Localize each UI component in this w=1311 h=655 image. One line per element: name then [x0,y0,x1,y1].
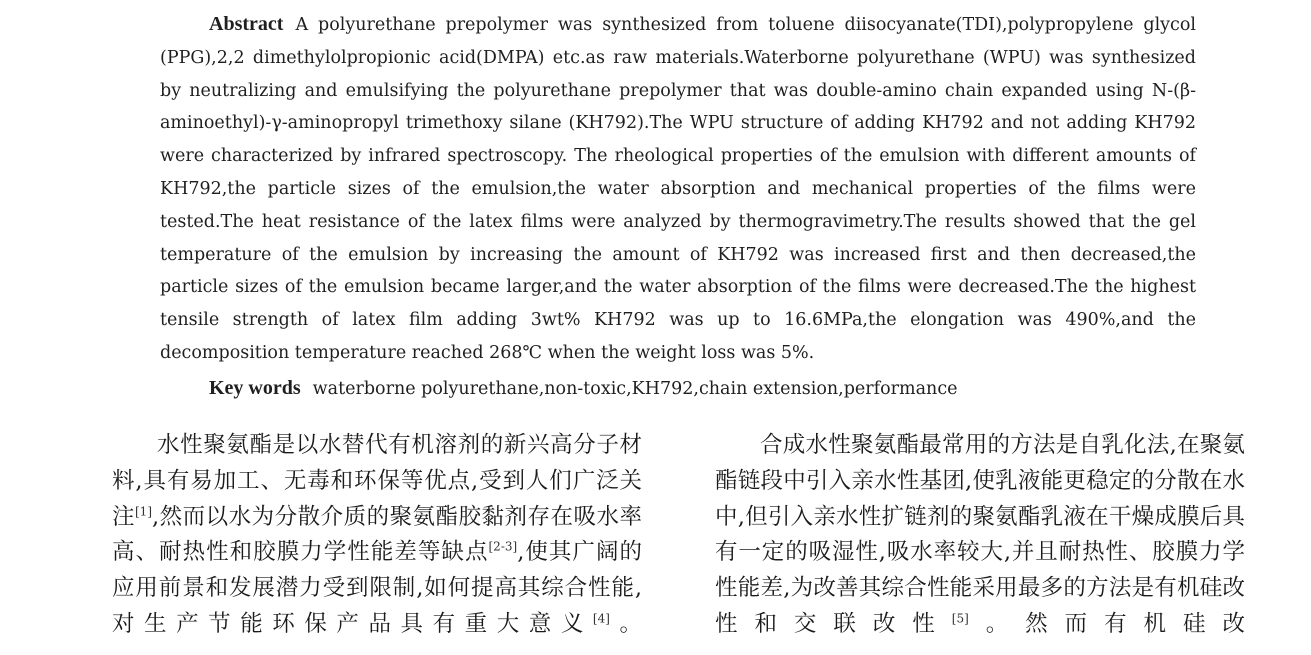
citation-ref[interactable]: [5] [951,611,969,626]
abstract-paragraph [160,8,1196,370]
body-text: 合成水性聚氨酯最常用的方法是自乳化法,在聚氨酯链段中引入亲水性基团,使乳液能更稳定的分散在水中,但引入亲水性扩链剂的聚氨酯乳液在干燥成膜后具有一定的吸湿性,吸水率较大,并且耐热性、胶膜力学性能差,为改善其综合性能采用最多的方法是有机硅改性和交联改性 [715,432,1245,637]
abstract-section [160,8,1196,370]
keywords-line [209,372,1209,405]
body-text: 。 [609,610,642,637]
abstract-text: A polyurethane prepolymer was synthesized from toluene diisocyanate(TDI),polypropylene glycol (PPG),2,2 dimethylolpropionic acid(DMPA) etc.as raw materials.Waterborne polyurethane (WPU) was synthesized by neutralizing and emulsifying the polyurethane prepolymer that was double-amino chain expanded using N-(β-aminoethyl)-γ-aminopropyl trimethoxy silane (KH792).The WPU structure of adding KH792 and not adding KH792 were characterized by infrared spectroscopy. The rheological properties of the emulsion with different amounts of KH792,the particle sizes of the emulsion,the water absorption and mechanical properties of the films were tested.The heat resistance of the latex films were analyzed by thermogravimetry.The results showed that the gel temperature of the emulsion by increasing the amount of KH792 was increased first and then decreased,the particle sizes of the emulsion became larger,and the water absorption of the films were decreased.The the highest tensile strength of latex film adding 3wt% KH792 was up to 16.6MPa,the elongation was 490%,and the decomposition temperature reached 268℃ when the weight loss was 5%. [160,15,1196,363]
body-column-left [112,428,642,643]
keywords-label: Key words [209,377,301,399]
body-text: 。然而有机硅改 [968,610,1245,637]
keywords-text: waterborne polyurethane,non-toxic,KH792,chain extension,performance [312,379,958,399]
citation-ref[interactable]: [1] [135,504,152,519]
citation-ref[interactable]: [2-3] [488,539,518,554]
abstract-label: Abstract [209,13,284,35]
body-text: 水性聚氨酯是以水替代有机溶剂的新兴高分子材料,具有易加工、无毒和环保等优点,受到人们广泛关注 [112,432,642,530]
body-paragraph-right [715,428,1245,643]
body-paragraph-left [112,428,642,643]
citation-ref[interactable]: [4] [592,611,610,626]
body-text: ,使其广阔的应用前景和发展潜力受到限制,如何提高其综合性能,对生产节能环保产品具有重大意义 [112,539,642,637]
body-column-right [715,428,1245,643]
body-text: ,然而以水为分散介质的聚氨酯胶黏剂存在吸水率高、耐热性和胶膜力学性能差等缺点 [112,503,642,566]
